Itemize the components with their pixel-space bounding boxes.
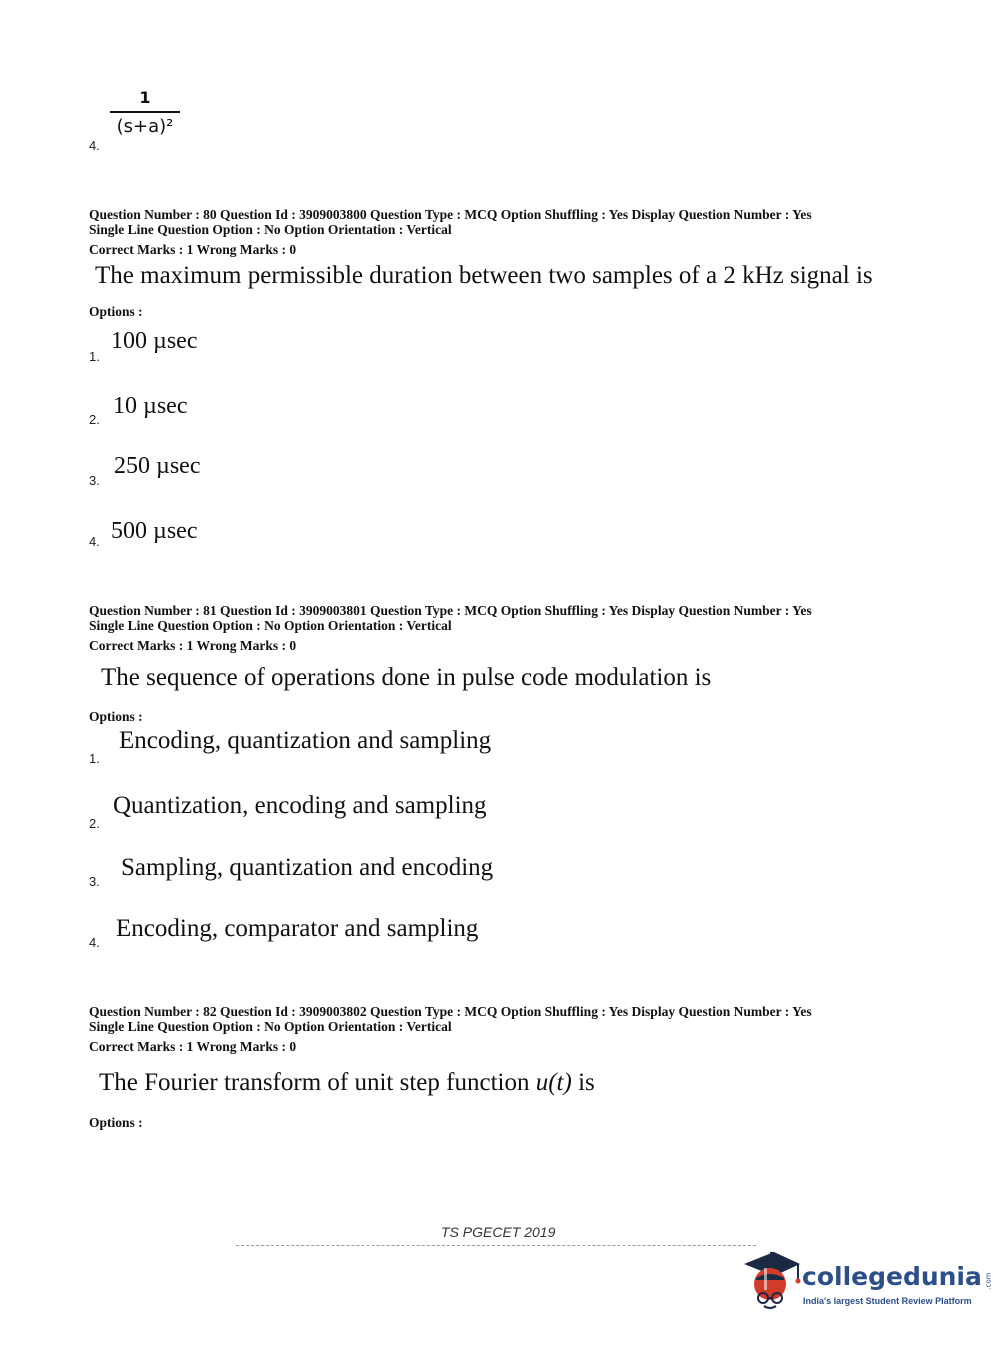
brand-tagline: India's largest Student Review Platform [803,1296,972,1306]
question-text: The sequence of operations done in pulse code modulation is [101,664,712,691]
option-number: 1. [89,349,100,364]
options-label: Options : [89,1115,143,1130]
fraction-numerator: 1 [139,88,151,107]
question-meta-line1: Question Number : 81 Question Id : 3909003801 Question Type : MCQ Option Shuffling : Yes Display Question Number : Yes [89,603,812,618]
question-text-post: is [571,1069,595,1096]
question-marks: Correct Marks : 1 Wrong Marks : 0 [89,638,297,653]
brand-wordmark: collegedunia [802,1262,982,1291]
option-text: Quantization, encoding and sampling [113,792,487,819]
brand-suffix: .com [984,1272,993,1290]
question-meta-line2: Single Line Question Option : No Option Orientation : Vertical [89,1019,452,1034]
options-label: Options : [89,304,143,319]
question-marks: Correct Marks : 1 Wrong Marks : 0 [89,1039,297,1054]
fraction-expression [110,88,180,137]
footer-divider [236,1245,756,1246]
option-text: Sampling, quantization and encoding [121,854,494,881]
options-label: Options : [89,709,143,724]
option-text: Encoding, quantization and sampling [119,727,492,754]
option-text: 100 µsec [111,328,198,354]
math-expression: u(t) [535,1069,572,1096]
option-number: 1. [89,751,100,766]
option-number: 2. [89,412,100,427]
option-text: Encoding, comparator and sampling [116,915,479,942]
question-meta-line1: Question Number : 82 Question Id : 3909003802 Question Type : MCQ Option Shuffling : Yes Display Question Number : Yes [89,1004,812,1019]
question-text: The maximum permissible duration between two samples of a 2 kHz signal is [95,262,873,289]
option-number: 4. [89,534,100,549]
option-text: 250 µsec [114,453,201,479]
fraction-denominator: (s+a)² [116,116,174,137]
option-text: 10 µsec [113,393,188,419]
footer-exam-name: TS PGECET 2019 [441,1224,556,1240]
question-text [99,1069,595,1097]
option-number: 3. [89,473,100,488]
graduation-cap-mascot-icon [740,1246,804,1310]
question-meta-line1: Question Number : 80 Question Id : 3909003800 Question Type : MCQ Option Shuffling : Yes Display Question Number : Yes [89,207,812,222]
question-text-pre: The Fourier transform of unit step function [99,1069,536,1096]
option-number: 2. [89,816,100,831]
question-marks: Correct Marks : 1 Wrong Marks : 0 [89,242,297,257]
brand-logo [802,1262,999,1291]
option-number: 3. [89,874,100,889]
option-number: 4. [89,935,100,950]
question-meta-line2: Single Line Question Option : No Option Orientation : Vertical [89,222,452,237]
option-number: 4. [89,138,100,153]
option-text: 500 µsec [111,518,198,544]
question-meta-line2: Single Line Question Option : No Option Orientation : Vertical [89,618,452,633]
